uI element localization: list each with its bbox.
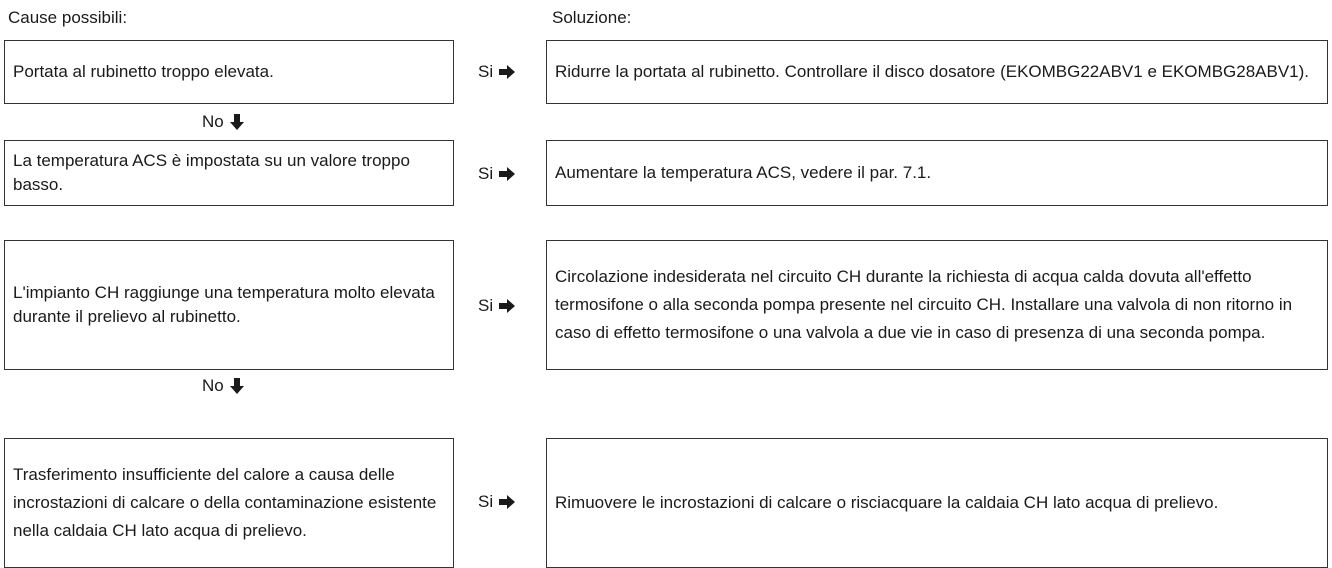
cause-box-4 bbox=[4, 438, 454, 568]
no-label-1: No bbox=[202, 112, 224, 131]
yes-label-3: Si bbox=[478, 296, 494, 315]
cause-box-1 bbox=[4, 40, 454, 104]
yes-label-4: Si bbox=[478, 492, 494, 511]
arrow-right-icon bbox=[499, 167, 515, 181]
yes-connector-1 bbox=[478, 60, 515, 84]
solution-text-3: Circolazione indesiderata nel circuito CH durante la richiesta di acqua calda dovuta all'effetto termosifone o alla seconda pompa presente nel circuito CH. Installare una valvola di non ritorno in caso di effetto termosifone o una valvola a due vie in caso di presenza di una seconda pompa. bbox=[555, 267, 1293, 342]
solution-box-4 bbox=[546, 438, 1328, 568]
yes-connector-3 bbox=[478, 294, 515, 318]
solution-header: Soluzione: bbox=[552, 8, 632, 27]
yes-connector-2 bbox=[478, 162, 515, 186]
yes-label-1: Si bbox=[478, 62, 494, 81]
yes-connector-4 bbox=[478, 490, 515, 514]
no-connector-3 bbox=[202, 374, 244, 398]
no-connector-1 bbox=[202, 110, 244, 134]
cause-box-2 bbox=[4, 140, 454, 206]
arrow-down-icon bbox=[230, 114, 244, 130]
cause-text-3: L'impianto CH raggiunge una temperatura molto elevata durante il prelievo al rubinetto. bbox=[13, 283, 435, 326]
arrow-down-icon bbox=[230, 378, 244, 394]
arrow-right-icon bbox=[499, 299, 515, 313]
solution-text-4: Rimuovere le incrostazioni di calcare o risciacquare la caldaia CH lato acqua di prelievo. bbox=[555, 493, 1219, 512]
cause-text-2: La temperatura ACS è impostata su un valore troppo basso. bbox=[13, 151, 410, 194]
solution-box-3 bbox=[546, 240, 1328, 370]
arrow-right-icon bbox=[499, 65, 515, 79]
solution-box-2 bbox=[546, 140, 1328, 206]
arrow-right-icon bbox=[499, 495, 515, 509]
solution-box-1 bbox=[546, 40, 1328, 104]
yes-label-2: Si bbox=[478, 164, 494, 183]
causes-header: Cause possibili: bbox=[8, 8, 128, 27]
cause-text-4: Trasferimento insufficiente del calore a causa delle incrostazioni di calcare o della contaminazione esistente nella caldaia CH lato acqua di prelievo. bbox=[13, 465, 437, 540]
cause-box-3 bbox=[4, 240, 454, 370]
cause-text-1: Portata al rubinetto troppo elevata. bbox=[13, 62, 274, 81]
no-label-3: No bbox=[202, 376, 224, 395]
solution-text-2: Aumentare la temperatura ACS, vedere il par. 7.1. bbox=[555, 163, 932, 182]
solution-text-1: Ridurre la portata al rubinetto. Controllare il disco dosatore (EKOMBG22ABV1 e EKOMBG28ABV1). bbox=[555, 62, 1310, 81]
